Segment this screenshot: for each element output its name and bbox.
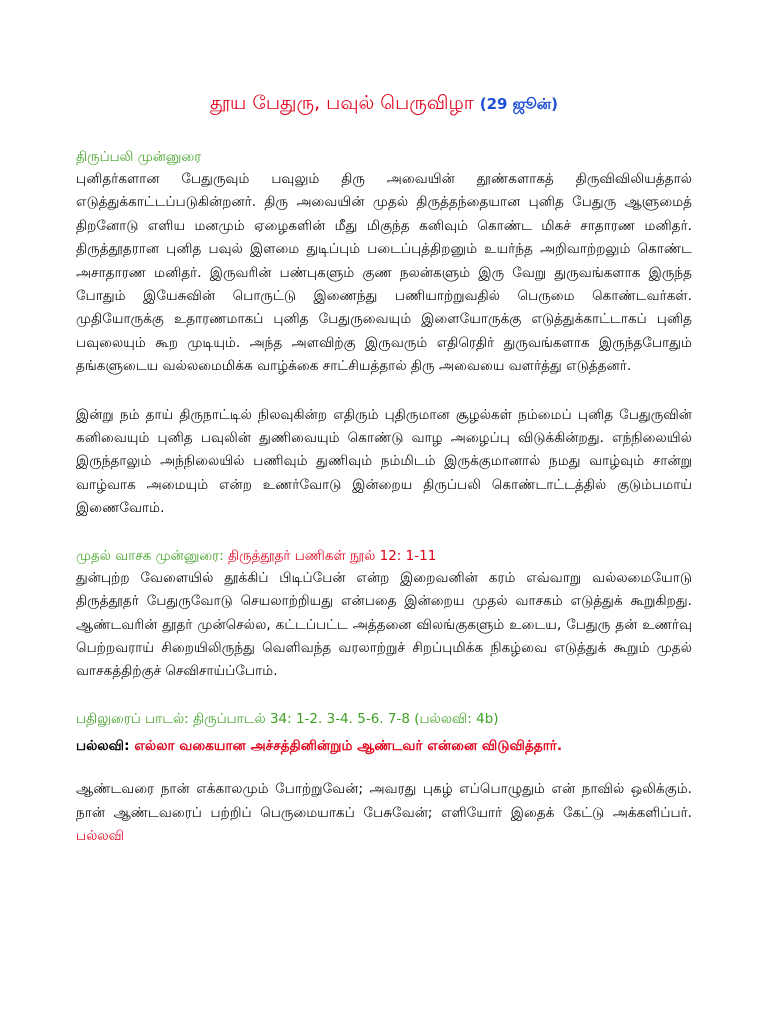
refrain-text: எல்லா வகையான அச்சத்தினின்றும் ஆண்டவர் என்னை விடுவித்தார். (134, 737, 563, 754)
intro-paragraph-2: இன்று நம் தாய் திருநாட்டில் நிலவுகின்ற எதிரும் புதிருமான சூழல்கள் நம்மைப் புனித பேதுருவின் கனிவையும் புனித பவுலின் துணிவையும் கொண்டு வாழ அழைப்பு விடுக்கின்றது. எந்நிலையில் இருந்தாலும் அந்நிலையில் பணிவும் துணிவும் நம்மிடம் இருக்குமானால் நமது வாழ்வும் சான்று வாழ்வாக அமையும் என்ற உணர்வோடு இன்றைய திருப்பலி கொண்டாட்டத்தில் குடும்பமாய் இணைவோம். (76, 406, 692, 517)
first-reading-reference: திருத்தூதர் பணிகள் நூல் 12: 1-11 (228, 547, 437, 564)
title-date: (29 ஜூன்) (479, 95, 558, 113)
psalm-heading: பதிலுரைப் பாடல்: திருப்பாடல் 34: 1-2. 3-4. 5-6. 7-8 (பல்லவி: 4b) (76, 710, 499, 727)
first-reading-paragraph: துன்புற்ற வேளையில் தூக்கிப் பிடிப்பேன் என்ற இறைவனின் கரம் எவ்வாறு வல்லமையோடு திருத்தூதர் பேதுருவோடு செயலாற்றியது என்பதை இன்றைய முதல் வாசகம் எடுத்துக் கூறுகிறது. ஆண்டவரின் தூதர் முன்செல்ல, கட்டப்பட்ட அத்தனை விலங்குகளும் உடைய, பேதுரு தன் உணர்வு பெற்றவராய் சிறையிலிருந்து வெளிவந்த வரலாற்றுச் சிறப்புமிக்க நிகழ்வை எடுத்துக் கூறும் முதல் வாசகத்திற்குச் செவிசாய்ப்போம். (76, 569, 692, 680)
first-reading-heading (76, 546, 692, 567)
psalm-verse-1-refrain: பல்லவி (76, 827, 125, 844)
page-title (76, 88, 692, 119)
refrain-label: பல்லவி: (76, 737, 130, 754)
psalm-refrain (76, 735, 692, 758)
psalm-verse-1-text: ஆண்டவரை நான் எக்காலமும் போற்றுவேன்; அவரது புகழ் எப்பொழுதும் என் நாவில் ஒலிக்கும். நான் ஆண்டவரைப் பற்றிப் பெருமையாகப் பேசுவேன்; எளியோர் இதைக் கேட்டு அக்களிப்பர். (76, 781, 692, 821)
intro-paragraph-1: புனிதர்களான பேதுருவும் பவுலும் திரு அவையின் தூண்களாகத் திருவிவிலியத்தால் எடுத்துக்காட்டப்படுகின்றனர். திரு அவையின் முதல் திருத்தந்தையான புனித பேதுரு ஆளுமைத் திறனோடு எளிய மனமும் ஏழைகளின் மீது மிகுந்த கனிவும் கொண்ட மிகச் சாதாரண மனிதர். திருத்தூதரான புனித பவுல் இளமை துடிப்பும் படைப்புத்திறனும் உயர்ந்த அறிவாற்றலும் கொண்ட அசாதாரண மனிதர். இருவரின் பண்புகளும் குண நலன்களும் இரு வேறு துருவங்களாக இருந்த போதும் இயேசுவின் பொருட்டு இணைந்து பணியாற்றுவதில் பெருமை கொண்டவர்கள். முதியோருக்கு உதாரணமாகப் புனித பேதுருவையும் இளையோருக்கு எடுத்துக்காட்டாகப் புனித பவுலையும் கூற முடியும். அந்த அளவிற்கு இருவரும் எதிரெதிர் துருவங்களாக இருந்தபோதும் தங்களுடைய வல்லமைமிக்க வாழ்க்கை சாட்சியத்தால் திரு அவையை வளர்த்து எடுத்தனர். (76, 171, 692, 375)
title-main: தூய பேதுரு, பவுல் பெருவிழா (210, 92, 474, 114)
intro-heading: திருப்பலி முன்னுரை (76, 149, 202, 165)
document-page (76, 88, 692, 848)
psalm-verse-1 (76, 778, 692, 848)
first-reading-label: முதல் வாசக முன்னுரை: (76, 547, 224, 564)
